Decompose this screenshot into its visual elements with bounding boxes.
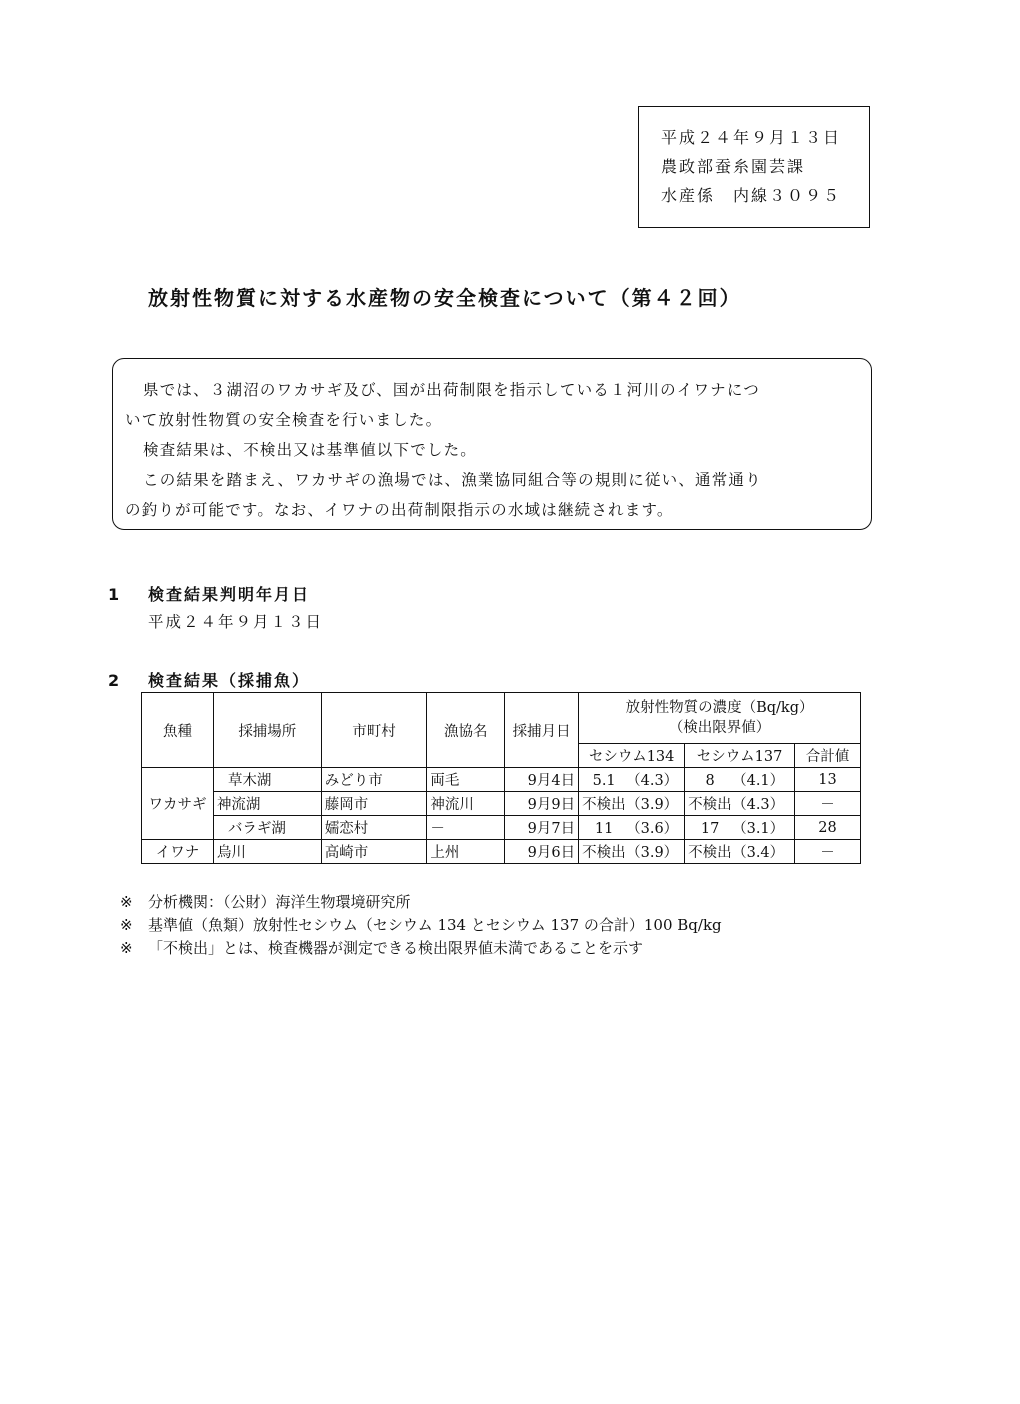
header-concentration-line1: 放射性物質の濃度（Bq/kg） <box>625 700 814 716</box>
header-cs134: セシウム134 <box>579 744 685 768</box>
header-concentration <box>579 693 861 744</box>
cs134-value: 不検出 <box>582 797 626 813</box>
table-row <box>142 840 861 864</box>
cell-municipality: 藤岡市 <box>321 792 427 816</box>
issuer-contact: 水産係 内線３０９５ <box>661 186 842 205</box>
cell-municipality: 高崎市 <box>321 840 427 864</box>
cs134-limit: （4.3） <box>626 773 679 789</box>
cell-date: 9月6日 <box>505 840 579 864</box>
cell-municipality: みどり市 <box>321 768 427 792</box>
cs134-value: 11 <box>594 821 614 837</box>
cs134-value: 5.1 <box>592 773 616 789</box>
cs137-value: 17 <box>700 821 720 837</box>
header-date: 採捕月日 <box>505 693 579 768</box>
cs137-limit: （4.3） <box>732 797 785 813</box>
summary-line: いて放射性物質の安全検査を行いました。 <box>125 411 443 429</box>
section2-title: 検査結果（採捕魚） <box>148 671 311 690</box>
cell-location: 烏川 <box>213 840 321 864</box>
cell-date: 9月7日 <box>505 816 579 840</box>
notes <box>120 891 722 960</box>
cell-cs134 <box>579 792 685 816</box>
cs134-limit: （3.9） <box>626 797 679 813</box>
cell-cs137 <box>685 840 795 864</box>
summary-line: の釣りが可能です。なお、イワナの出荷制限指示の水域は継続されます。 <box>125 501 674 519</box>
table-row <box>142 792 861 816</box>
summary-line: 検査結果は、不検出又は基準値以下でした。 <box>143 441 478 459</box>
section1-body: 平成２４年９月１３日 <box>148 613 324 631</box>
note-mark: ※ <box>120 939 133 957</box>
issuer-department: 農政部蚕糸園芸課 <box>661 157 806 176</box>
cell-species: イワナ <box>142 840 214 864</box>
section1-heading <box>108 582 310 605</box>
header-municipality: 市町村 <box>321 693 427 768</box>
cell-cs137 <box>685 768 795 792</box>
cs137-value: 8 <box>705 773 715 789</box>
header-cs137: セシウム137 <box>685 744 795 768</box>
cell-coop: 上州 <box>427 840 505 864</box>
cell-date: 9月4日 <box>505 768 579 792</box>
note-item <box>120 937 722 960</box>
cs134-limit: （3.6） <box>626 821 679 837</box>
section2-number: 2 <box>108 671 122 690</box>
cs137-value: 不検出 <box>688 845 732 861</box>
note-mark: ※ <box>120 916 133 934</box>
cell-total: 13 <box>795 768 861 792</box>
section2-heading <box>108 668 310 691</box>
cell-municipality: 嬬恋村 <box>321 816 427 840</box>
summary-line: 県では、３湖沼のワカサギ及び、国が出荷制限を指示している１河川のイワナにつ <box>143 381 760 399</box>
cell-total: － <box>795 840 861 864</box>
cell-location: 神流湖 <box>213 792 321 816</box>
cs134-value: 不検出 <box>582 845 626 861</box>
cs134-limit: （3.9） <box>626 845 679 861</box>
section1-number: 1 <box>108 585 122 604</box>
table-row <box>142 816 861 840</box>
cell-coop: － <box>427 816 505 840</box>
note-mark: ※ <box>120 893 133 911</box>
note-text: 基準値（魚類）放射性セシウム（セシウム 134 とセシウム 137 の合計）100 Bq/kg <box>148 916 722 934</box>
cell-location: バラギ湖 <box>213 816 321 840</box>
cell-location: 草木湖 <box>213 768 321 792</box>
note-item <box>120 891 722 914</box>
section1-title: 検査結果判明年月日 <box>148 585 311 604</box>
cs137-limit: （3.4） <box>732 845 785 861</box>
cell-cs137 <box>685 816 795 840</box>
cell-species: ワカサギ <box>142 768 214 840</box>
note-item <box>120 914 722 937</box>
issuer-box <box>638 106 870 228</box>
cs137-limit: （3.1） <box>732 821 785 837</box>
cs137-value: 不検出 <box>688 797 732 813</box>
table-row <box>142 768 861 792</box>
issue-date: 平成２４年９月１３日 <box>661 128 842 147</box>
note-text: 分析機関：（公財）海洋生物環境研究所 <box>148 893 411 911</box>
summary-line: この結果を踏まえ、ワカサギの漁場では、漁業協同組合等の規則に従い、通常通り <box>143 471 762 489</box>
header-species: 魚種 <box>142 693 214 768</box>
header-coop: 漁協名 <box>427 693 505 768</box>
document-title: 放射性物質に対する水産物の安全検査について（第４２回） <box>148 286 742 310</box>
results-table <box>141 692 861 864</box>
cell-total: 28 <box>795 816 861 840</box>
cell-cs134 <box>579 768 685 792</box>
cell-cs134 <box>579 816 685 840</box>
cell-cs137 <box>685 792 795 816</box>
header-total: 合計値 <box>795 744 861 768</box>
header-concentration-line2: （検出限界値） <box>668 720 771 736</box>
cs137-limit: （4.1） <box>732 773 785 789</box>
summary-box <box>112 358 872 530</box>
note-text: 「不検出」とは、検査機器が測定できる検出限界値未満であることを示す <box>148 939 644 957</box>
cell-date: 9月9日 <box>505 792 579 816</box>
cell-coop: 両毛 <box>427 768 505 792</box>
cell-coop: 神流川 <box>427 792 505 816</box>
cell-cs134 <box>579 840 685 864</box>
cell-total: － <box>795 792 861 816</box>
header-location: 採捕場所 <box>213 693 321 768</box>
